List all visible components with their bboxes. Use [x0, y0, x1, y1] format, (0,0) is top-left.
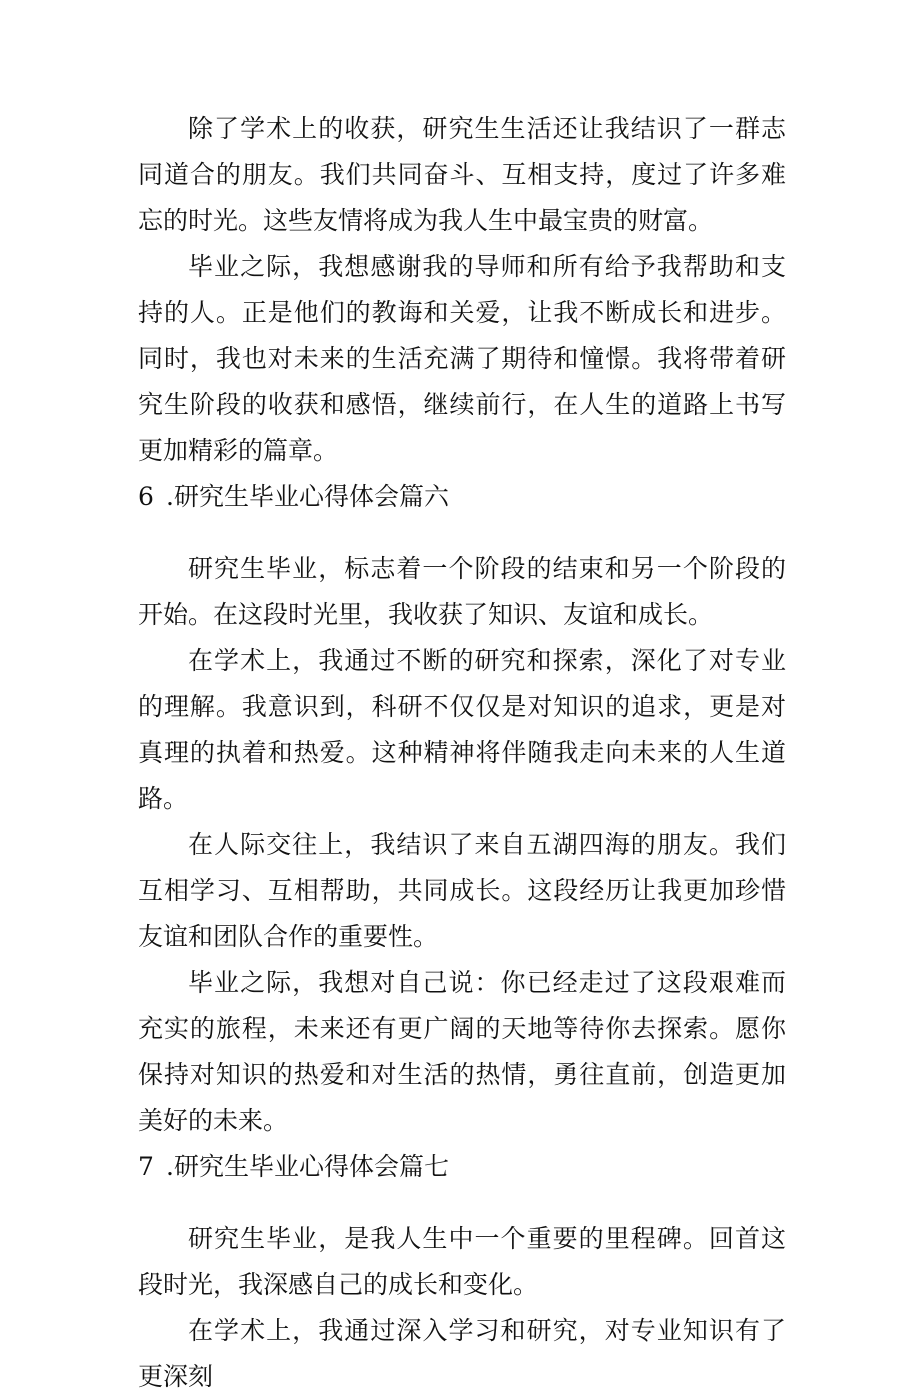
section-title: .研究生毕业心得体会篇六: [166, 482, 449, 511]
paragraph: 在学术上，我通过不断的研究和探索，深化了对专业的理解。我意识到，科研不仅仅是对知识的追求，更是对真理的执着和热爱。这种精神将伴随我走向未来的人生道路。: [138, 646, 786, 813]
section-title: .研究生毕业心得体会篇七: [166, 1152, 449, 1181]
section-number: 7: [138, 1152, 154, 1181]
paragraph: 毕业之际，我想感谢我的导师和所有给予我帮助和支持的人。正是他们的教诲和关爱，让我不断成长和进步。同时，我也对未来的生活充满了期待和憧憬。我将带着研究生阶段的收获和感悟，继续前行，在人生的道路上书写更加精彩的篇章。: [138, 252, 786, 465]
paragraph: 毕业之际，我想对自己说：你已经走过了这段艰难而充实的旅程，未来还有更广阔的天地等待你去探索。愿你保持对知识的热爱和对生活的热情，勇往直前，创造更加美好的未来。: [138, 968, 786, 1135]
paragraph: 在人际交往上，我结识了来自五湖四海的朋友。我们互相学习、互相帮助，共同成长。这段经历让我更加珍惜友谊和团队合作的重要性。: [138, 830, 786, 951]
section-heading-7: [138, 1144, 786, 1190]
paragraph: 在学术上，我通过深入学习和研究，对专业知识有了更深刻: [138, 1316, 786, 1391]
paragraph: 研究生毕业，是我人生中一个重要的里程碑。回首这段时光，我深感自己的成长和变化。: [138, 1224, 786, 1299]
document-body: [138, 106, 786, 1400]
paragraph: 研究生毕业，标志着一个阶段的结束和另一个阶段的开始。在这段时光里，我收获了知识、友谊和成长。: [138, 554, 786, 629]
paragraph: 除了学术上的收获，研究生生活还让我结识了一群志同道合的朋友。我们共同奋斗、互相支持，度过了许多难忘的时光。这些友情将成为我人生中最宝贵的财富。: [138, 114, 786, 235]
section-heading-6: [138, 474, 786, 520]
section-number: 6: [138, 482, 154, 511]
